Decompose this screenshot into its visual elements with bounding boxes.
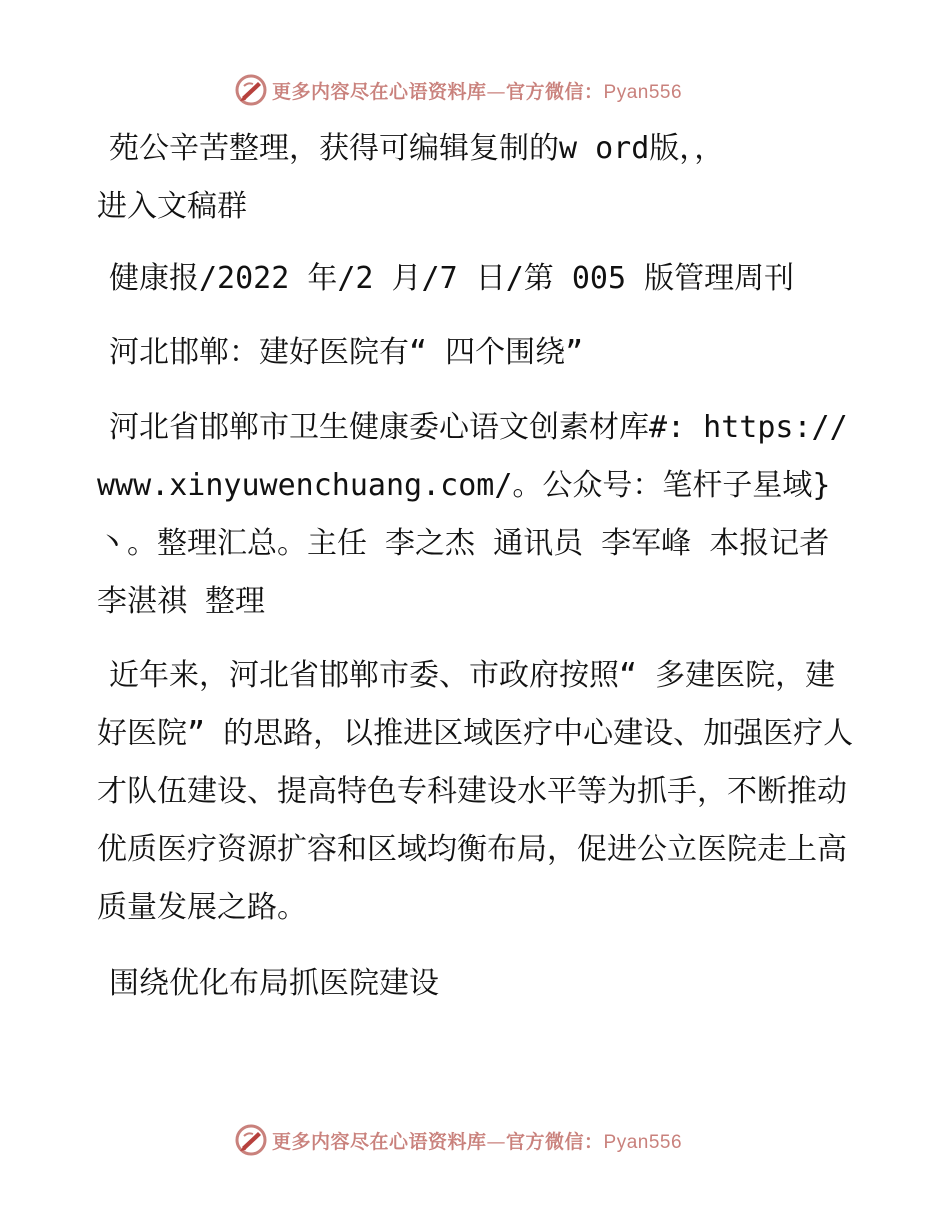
- watermark-text: [272, 77, 682, 104]
- watermark-official: 官方微信：: [506, 80, 604, 103]
- brush-logo-icon: [234, 73, 268, 107]
- watermark-text: [272, 1127, 682, 1154]
- headline: 河北邯郸：建好医院有“ 四个围绕”: [109, 335, 584, 370]
- intro-line-1: 苑公辛苦整理，获得可编辑复制的w ord版，，: [109, 131, 725, 166]
- source-line: 健康报/2022 年/2 月/7 日/第 005 版管理周刊: [109, 261, 795, 296]
- watermark-wechat-id: Pyan556: [603, 81, 683, 103]
- intro-line-2: 进入文稿群: [97, 189, 247, 224]
- watermark-main: 更多内容尽在心语资料库: [272, 1130, 487, 1153]
- watermark-official: 官方微信：: [506, 1130, 604, 1153]
- paragraph-1: 近年来，河北省邯郸市委、市政府按照“ 多建医院，建好医院” 的思路，以推进区域医疗中心建设、加强医疗人才队伍建设、提高特色专科建设水平等为抓手，不断推动优质医疗资源扩容和区域均衡布局，促进公立医院走上高质量发展之路。: [97, 658, 854, 925]
- watermark-banner-top: [234, 72, 682, 108]
- watermark-wechat-id: Pyan556: [603, 1131, 683, 1153]
- brush-logo-icon: [234, 1123, 268, 1157]
- watermark-banner-bottom: [234, 1122, 682, 1158]
- section-heading: 围绕优化布局抓医院建设: [109, 966, 439, 1001]
- watermark-main: 更多内容尽在心语资料库: [272, 80, 487, 103]
- watermark-separator: —: [486, 1130, 507, 1153]
- byline-paragraph: 河北省邯郸市卫生健康委心语文创素材库#: https://www.xinyuwenchuang.com/。公众号：笔杆子星域}丶。整理汇总。主任 李之杰 通讯员 李军峰 本报记者 李湛祺 整理: [97, 410, 848, 619]
- watermark-separator: —: [486, 80, 507, 103]
